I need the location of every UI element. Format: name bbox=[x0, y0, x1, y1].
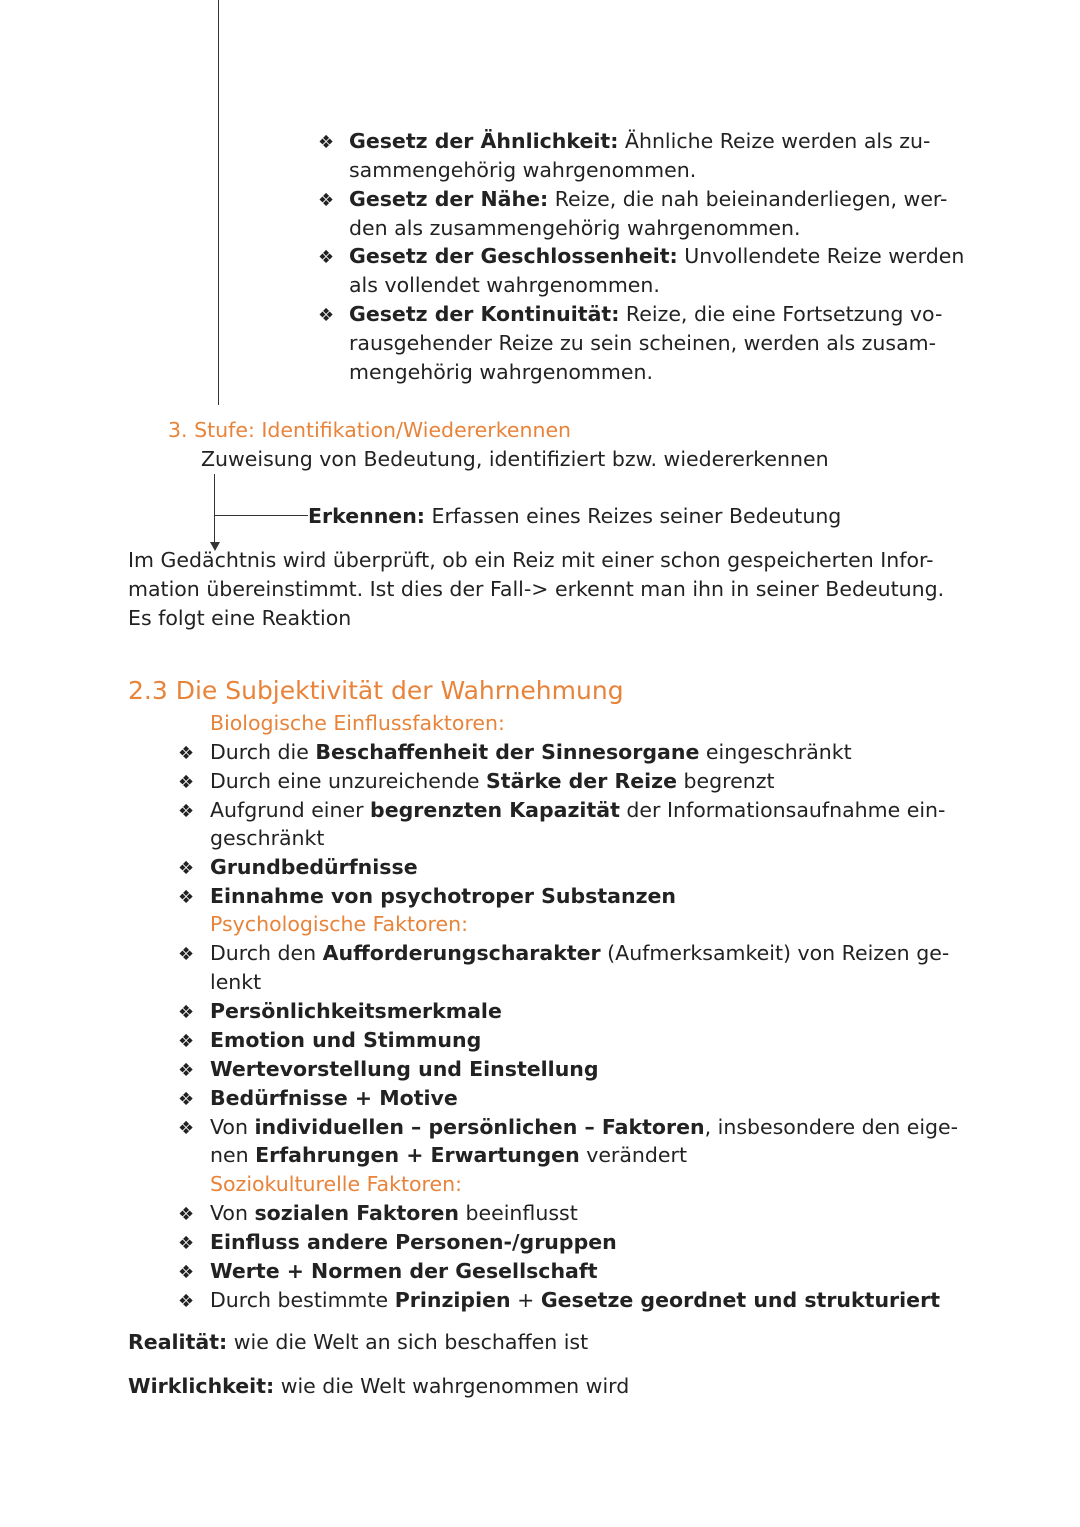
soz-item-4: Durch bestimmte Prinzipien + Gesetze geordnet und strukturiert bbox=[210, 1288, 940, 1312]
law-continuity-cont: rausgehender Reize zu sein scheinen, werden als zusam- bbox=[349, 331, 937, 355]
stage3-branch: Erkennen: Erfassen eines Reizes seiner Bedeutung bbox=[308, 504, 842, 528]
psy-item-4: Wertevorstellung und Einstellung bbox=[210, 1057, 599, 1081]
bullet-icon: ❖ bbox=[178, 1204, 195, 1225]
soz-item-2: Einfluss andere Personen-/gruppen bbox=[210, 1230, 617, 1254]
definition-perceived-reality: Wirklichkeit: wie die Welt wahrgenommen wird bbox=[128, 1374, 630, 1398]
law-similarity-cont: sammengehörig wahrgenommen. bbox=[349, 158, 697, 182]
bio-item-4: Grundbedürfnisse bbox=[210, 855, 418, 879]
definition-reality: Realität: wie die Welt an sich beschaffen ist bbox=[128, 1330, 589, 1354]
soz-item-3: Werte + Normen der Gesellschaft bbox=[210, 1259, 598, 1283]
law-proximity: Gesetz der Nähe: Reize, die nah beieinanderliegen, wer- bbox=[349, 187, 948, 211]
stage3-paragraph-2: mation übereinstimmt. Ist dies der Fall-> erkennt man ihn in seiner Bedeutung. bbox=[128, 577, 945, 601]
bullet-icon: ❖ bbox=[178, 743, 195, 764]
psy-item-6: Von individuellen – persönlichen – Faktoren, insbesondere den eige- bbox=[210, 1115, 959, 1139]
bullet-icon: ❖ bbox=[318, 190, 335, 211]
psy-item-1-cont: lenkt bbox=[210, 970, 262, 994]
bullet-icon: ❖ bbox=[178, 1060, 195, 1081]
bullet-icon: ❖ bbox=[318, 305, 335, 326]
stage3-description: Zuweisung von Bedeutung, identifiziert bzw. wiedererkennen bbox=[201, 447, 829, 471]
psy-item-5: Bedürfnisse + Motive bbox=[210, 1086, 458, 1110]
law-similarity: Gesetz der Ähnlichkeit: Ähnliche Reize werden als zu- bbox=[349, 129, 931, 153]
bullet-icon: ❖ bbox=[178, 858, 195, 879]
bio-item-1: Durch die Beschaffenheit der Sinnesorgane eingeschränkt bbox=[210, 740, 852, 764]
law-closure-cont: als vollendet wahrgenommen. bbox=[349, 273, 660, 297]
connector-branch bbox=[214, 515, 308, 516]
law-closure: Gesetz der Geschlossenheit: Unvollendete Reize werden bbox=[349, 244, 965, 268]
bullet-icon: ❖ bbox=[178, 1031, 195, 1052]
bullet-icon: ❖ bbox=[318, 132, 335, 153]
connector-line-stage3 bbox=[214, 474, 215, 544]
bullet-icon: ❖ bbox=[178, 1002, 195, 1023]
bullet-icon: ❖ bbox=[178, 1089, 195, 1110]
bullet-icon: ❖ bbox=[178, 1118, 195, 1139]
connector-line-top bbox=[218, 0, 219, 405]
stage3-heading: 3. Stufe: Identifikation/Wiedererkennen bbox=[168, 418, 572, 442]
psy-item-3: Emotion und Stimmung bbox=[210, 1028, 482, 1052]
bullet-icon: ❖ bbox=[178, 887, 195, 908]
bullet-icon: ❖ bbox=[318, 247, 335, 268]
bullet-icon: ❖ bbox=[178, 1291, 195, 1312]
bullet-icon: ❖ bbox=[178, 801, 195, 822]
psy-item-6-cont: nen Erfahrungen + Erwartungen verändert bbox=[210, 1143, 688, 1167]
soz-heading: Soziokulturelle Faktoren: bbox=[210, 1172, 463, 1196]
bullet-icon: ❖ bbox=[178, 1233, 195, 1254]
law-continuity: Gesetz der Kontinuität: Reize, die eine Fortsetzung vo- bbox=[349, 302, 943, 326]
bio-item-5: Einnahme von psychotroper Substanzen bbox=[210, 884, 677, 908]
law-proximity-cont: den als zusammengehörig wahrgenommen. bbox=[349, 216, 801, 240]
bio-heading: Biologische Einflussfaktoren: bbox=[210, 711, 505, 735]
psy-item-1: Durch den Aufforderungscharakter (Aufmerksamkeit) von Reizen ge- bbox=[210, 941, 950, 965]
stage3-paragraph-3: Es folgt eine Reaktion bbox=[128, 606, 352, 630]
bio-item-3: Aufgrund einer begrenzten Kapazität der Informationsaufnahme ein- bbox=[210, 798, 946, 822]
bullet-icon: ❖ bbox=[178, 772, 195, 793]
psy-item-2: Persönlichkeitsmerkmale bbox=[210, 999, 502, 1023]
psy-heading: Psychologische Faktoren: bbox=[210, 912, 469, 936]
bullet-icon: ❖ bbox=[178, 944, 195, 965]
section-title: 2.3 Die Subjektivität der Wahrnehmung bbox=[128, 676, 624, 705]
bio-item-3-cont: geschränkt bbox=[210, 826, 325, 850]
stage3-paragraph-1: Im Gedächtnis wird überprüft, ob ein Reiz mit einer schon gespeicherten Infor- bbox=[128, 548, 934, 572]
law-continuity-cont2: mengehörig wahrgenommen. bbox=[349, 360, 653, 384]
bullet-icon: ❖ bbox=[178, 1262, 195, 1283]
bio-item-2: Durch eine unzureichende Stärke der Reize begrenzt bbox=[210, 769, 775, 793]
soz-item-1: Von sozialen Faktoren beeinflusst bbox=[210, 1201, 578, 1225]
